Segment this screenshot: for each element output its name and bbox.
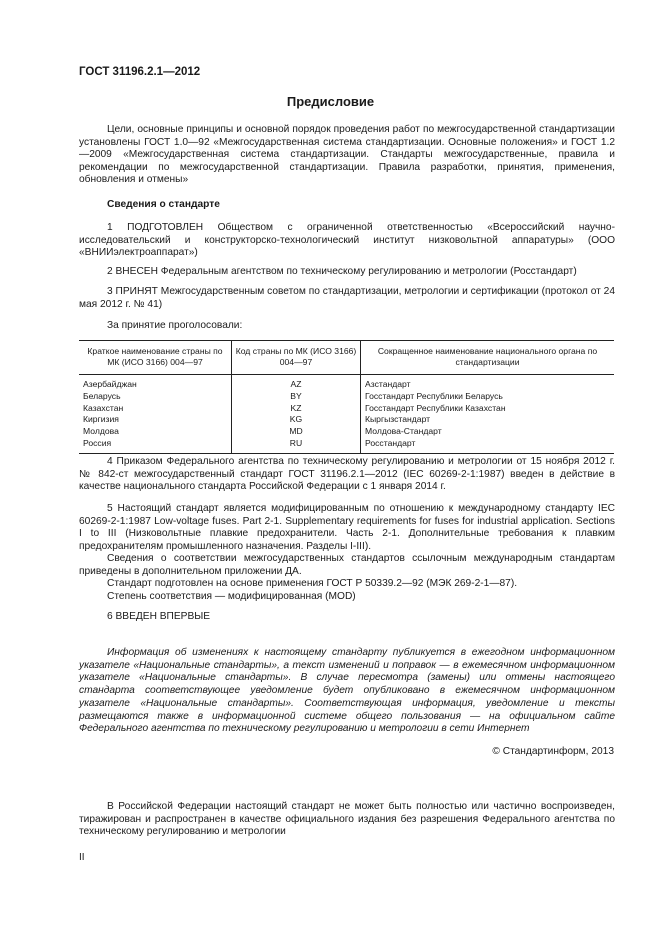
body-cell: Кыргызстандарт xyxy=(365,414,431,425)
item-1-text: 1 ПОДГОТОВЛЕН Обществом с ограниченной ответственностью «Всероссийский научно-исследовательский и конструкторско-технологический институт низковольтной аппаратуры» (ООО «ВНИИэлектроаппарат») xyxy=(79,222,615,259)
body-cell: Росстандарт xyxy=(361,438,615,453)
intro-paragraph xyxy=(79,124,615,187)
rights-paragraph xyxy=(79,801,615,839)
code-cell: RU xyxy=(232,438,361,453)
intro-text: Цели, основные принципы и основной порядок проведения работ по межгосударственной стандартизации установлены ГОСТ 1.0—92 «Межгосударственная система стандартизации. Основные положения» и ГОСТ 1.2—2009 «Межгосударственная система стандартизации. Стандарты межгосударственные, правила и рекомендации по межгосударственной стандартизации. Правила разработки, принятия, применения, обновления и отмены» xyxy=(79,124,615,186)
changes-notice xyxy=(79,647,615,736)
code-cell: KZ xyxy=(232,403,361,415)
page-title: Предисловие xyxy=(286,94,375,109)
item-5-references xyxy=(79,553,615,578)
column-header-body: Сокращенное наименование национального органа по стандартизации xyxy=(361,341,615,375)
country-cell: Беларусь xyxy=(83,390,121,401)
item-2-paragraph xyxy=(79,266,615,279)
code-cell: AZ xyxy=(232,375,361,391)
item-5-references-text: Сведения о соответствии межгосударственных стандартов ссылочным международным стандартам приведены в дополнительном приложении ДА. xyxy=(79,553,615,577)
table-row xyxy=(79,403,614,415)
copyright-line: © Стандартинформ, 2013 xyxy=(492,746,614,757)
code-cell: KG xyxy=(232,414,361,426)
item-3-paragraph xyxy=(79,286,615,311)
page-number: II xyxy=(79,852,85,863)
item-5-basis-text: Стандарт подготовлен на основе применения ГОСТ Р 50339.2—92 (МЭК 269-2-1—87). xyxy=(107,578,518,589)
body-cell: Госстандарт Республики Беларусь xyxy=(365,390,503,401)
code-cell: BY xyxy=(232,391,361,403)
body-cell: Азстандарт xyxy=(365,379,411,389)
item-6-paragraph xyxy=(79,611,615,624)
body-cell: Молдова-Стандарт xyxy=(365,426,442,437)
item-4-text: 4 Приказом Федерального агентства по техническому регулированию и метрологии от 15 ноября 2012 г. № 842-ст межгосударственный стандарт ГОСТ 31196.2.1—2012 (IEC 60269-2-1:1987) введен в действие в качестве национального стандарта Российской Федерации с 1 января 2014 г. xyxy=(79,456,615,493)
country-cell: Казахстан xyxy=(83,402,124,413)
code-cell: MD xyxy=(232,426,361,438)
table-row xyxy=(79,426,614,438)
item-5-paragraph xyxy=(79,503,615,553)
column-header-country: Краткое наименование страны по МК (ИСО 3166) 004—97 xyxy=(79,341,232,375)
item-1-paragraph xyxy=(79,222,615,260)
changes-notice-text: Информация об изменениях к настоящему стандарту публикуется в ежегодном информационном указателе «Национальные стандарты», а текст изменений и поправок — в ежемесячном информационном указателе «Национальные стандарты». В случае пересмотра (замены) или отмены настоящего стандарта соответствующее уведомление будет опубликовано в ежемесячном информационном указателе «Национальные стандарты». Соответствующая информация, уведомление и тексты размещаются также в информационной системе общего пользования — на официальном сайте Федерального агентства по техническому регулированию и метрологии в сети Интернет xyxy=(79,647,615,735)
country-cell: Россия xyxy=(79,438,232,453)
item-4-paragraph xyxy=(79,456,615,494)
country-cell: Азербайджан xyxy=(83,379,137,389)
document-code: ГОСТ 31196.2.1—2012 xyxy=(79,66,201,78)
table-row xyxy=(79,438,614,453)
table-header-row xyxy=(79,341,614,375)
section-title: Сведения о стандарте xyxy=(107,199,220,210)
column-header-code: Код страны по МК (ИСО 3166) 004—97 xyxy=(232,341,361,375)
table-row xyxy=(79,414,614,426)
item-6-text: 6 ВВЕДЕН ВПЕРВЫЕ xyxy=(107,611,211,622)
item-5-basis xyxy=(79,578,615,591)
voted-label: За принятие проголосовали: xyxy=(107,320,243,331)
country-cell: Молдова xyxy=(83,426,119,437)
item-5-text: 5 Настоящий стандарт является модифицированным по отношению к международному стандарту IEC 60269-2-1:1987 Low-voltage fuses. Part 2-1. Supplementary requirements for fuses for industrial application. Sections I to III (Низковольтные плавкие предохранители. Часть 2-1. Дополнительные требования к плавким предохранителям промышленного назначения. Разделы I-III). xyxy=(79,503,615,552)
item-5-degree xyxy=(79,591,615,604)
country-cell: Киргизия xyxy=(83,414,119,425)
table-row xyxy=(79,391,614,403)
table-row xyxy=(79,375,614,391)
body-cell: Госстандарт Республики Казахстан xyxy=(365,402,506,413)
voting-table xyxy=(79,340,614,454)
item-2-text: 2 ВНЕСЕН Федеральным агентством по техническому регулированию и метрологии (Росстандарт) xyxy=(107,266,577,277)
item-5-degree-text: Степень соответствия — модифицированная (MOD) xyxy=(107,591,356,602)
item-3-text: 3 ПРИНЯТ Межгосударственным советом по стандартизации, метрологии и сертификации (протокол от 24 мая 2012 г. № 41) xyxy=(79,286,615,310)
rights-text: В Российской Федерации настоящий стандарт не может быть полностью или частично воспроизведен, тиражирован и распространен в качестве официального издания без разрешения Федерального агентства по техническому регулированию и метрологии xyxy=(79,801,615,838)
